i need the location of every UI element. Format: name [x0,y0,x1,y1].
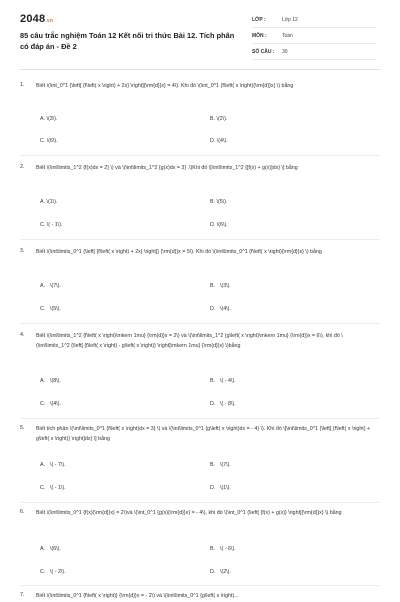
option-letter: B. [210,546,216,552]
option-b[interactable] [210,462,231,468]
option-letter: D. [210,306,216,312]
page-header [0,0,400,66]
option-letter: B. [210,283,216,289]
page-title: 85 câu trắc nghiệm Toán 12 Kết nối tri thức Bài 12. Tích phân có đáp án - Đề 2 [20,31,235,51]
option-d[interactable] [210,569,231,575]
question-number: 5. [20,425,25,431]
option-c[interactable]: C. \(6\). [40,138,58,144]
question-number: 3. [20,248,25,254]
option-text: \(5\). [50,306,61,312]
option-a[interactable]: A. \(1\). [40,199,58,205]
option-c[interactable]: C. \( - 1\). [40,222,63,228]
option-b[interactable] [210,378,236,384]
question-separator [20,155,380,156]
option-b[interactable]: B. \(2\). [210,116,228,122]
option-letter: C. [40,306,46,312]
option-c[interactable] [40,485,66,491]
meta-row-subject [252,28,376,44]
option-text: \(8\). [50,378,61,384]
option-letter: C. [40,485,46,491]
question-number: 4. [20,332,25,338]
option-b[interactable]: B. \(5\). [210,199,228,205]
question-separator [20,502,380,503]
question-separator [20,239,380,240]
question-text: Biết \(\int\limits_0^1 {f(x){\rm{d}}x} = 2\)và \(\int_0^1 {g(x){\rm{d}}x} = - 4\), khi đó \(\int_0^1 {\left[ {f(x) + g(x)} \right]{\rm{d}}x} \) bằng [36,510,342,516]
option-text: \( - 1\). [50,485,66,491]
meta-label: MÔN : [252,32,267,39]
option-text: \( - 4\). [220,378,236,384]
option-letter: B. [210,378,216,384]
option-c[interactable] [40,306,61,312]
question-text: Biết \(\int\limits_0^1 {f\left( x \right)} {\rm{d}}x = - 2\) và \(\int\limits_0^1 {g\left( x \right)... [36,593,239,599]
question-text: Biết \(\int\limits_1^2 {f(x)dx = 2} \) và \(\int\limits_1^2 {g(x)dx = 3} .\)Khi đó \[\int\limits_1^2 {[f(x) + g(x)]dx} \] bằng [36,165,298,171]
option-d[interactable]: D. \(6\). [210,222,228,228]
option-b[interactable] [210,546,236,552]
meta-value: Toán [282,32,293,39]
question-text: Biết \(\int_0^1 {\left[ {f\left( x \right) + 2x} \right]{\rm{d}}x} = 4\). Khi đó \(\int_0^1 {f\left( x \right){\rm{d}}x} \) bằng [36,83,294,89]
header-divider [20,69,380,70]
option-a[interactable] [40,462,66,468]
option-a[interactable] [40,378,61,384]
option-text: \(4\). [220,306,231,312]
option-text: \( - 6\). [220,546,236,552]
option-text: \(6\). [50,546,61,552]
question-number: 1. [20,82,25,88]
question-number: 6. [20,509,25,515]
meta-label: LỚP : [252,16,266,23]
question-text: Biết tích phân \(\int\limits_0^1 {f\left( x \right)dx = 3} \) và \(\int\limits_0^1 {g\left( x \right)dx = - 4} \). Khi đó \[\int\limits_0^1 {\left[ {f\left( x \right) + g\left( x \right)} \right]dx} \] bằng [36,426,371,442]
question-number: 7. [20,592,25,598]
site-logo[interactable]: 2048.vn [20,13,54,25]
option-a[interactable] [40,283,61,289]
option-text: \( - 8\). [220,401,236,407]
option-text: \(2\). [220,569,231,575]
option-text: \(4\). [50,401,61,407]
option-a[interactable]: A. \(3\). [40,116,58,122]
option-text: \(7\). [50,283,61,289]
meta-label: SỐ CÂU : [252,48,275,55]
option-letter: D. [210,401,216,407]
option-d[interactable] [210,306,231,312]
option-text: \( - 2\). [50,569,66,575]
option-letter: A. [40,546,46,552]
meta-row-class [252,12,376,28]
option-a[interactable] [40,546,61,552]
option-text: \(1\). [220,485,231,491]
question-text: Biết \(\int\limits_1^2 {f\left( x \right)\mkern 1mu} {\rm{d}}x = 2\) và \(\int\limits_1^2 {g\left( x \right)\mkern 1mu} {\rm{d}}x = 6\), khi đó \(\int\limits_1^2 {\left[ {f\left( x \right) - g\left( x \right)} \right]\mkern 1mu} {\rm{d}}x} \)bằng [36,333,343,349]
option-letter: D. [210,569,216,575]
option-letter: B. [210,462,216,468]
option-letter: C. [40,569,46,575]
question-separator [20,323,380,324]
option-c[interactable] [40,401,61,407]
option-d[interactable] [210,485,231,491]
meta-row-count [252,44,376,60]
question-text: Biết \(\int\limits_0^1 {\left[ {f\left( x \right) + 2x} \right]} {\rm{d}}x = 5\). Khi đó \(\int\limits_0^1 {f\left( x \right){\rm{d}}x} \) bằng [36,249,322,255]
question-separator [20,418,380,419]
option-b[interactable] [210,283,231,289]
exam-meta-box [252,12,376,60]
option-letter: A. [40,283,46,289]
option-letter: A. [40,378,46,384]
option-d[interactable]: D. \(4\). [210,138,228,144]
question-separator [20,585,380,586]
option-text: \(7\). [220,462,231,468]
option-d[interactable] [210,401,236,407]
meta-value: Lớp 12 [282,16,298,23]
option-letter: D. [210,485,216,491]
option-letter: C. [40,401,46,407]
option-letter: A. [40,462,46,468]
option-text: \(3\). [220,283,231,289]
question-number: 2. [20,164,25,170]
meta-value: 30 [282,48,288,55]
option-text: \( - 7\). [50,462,66,468]
option-c[interactable] [40,569,66,575]
